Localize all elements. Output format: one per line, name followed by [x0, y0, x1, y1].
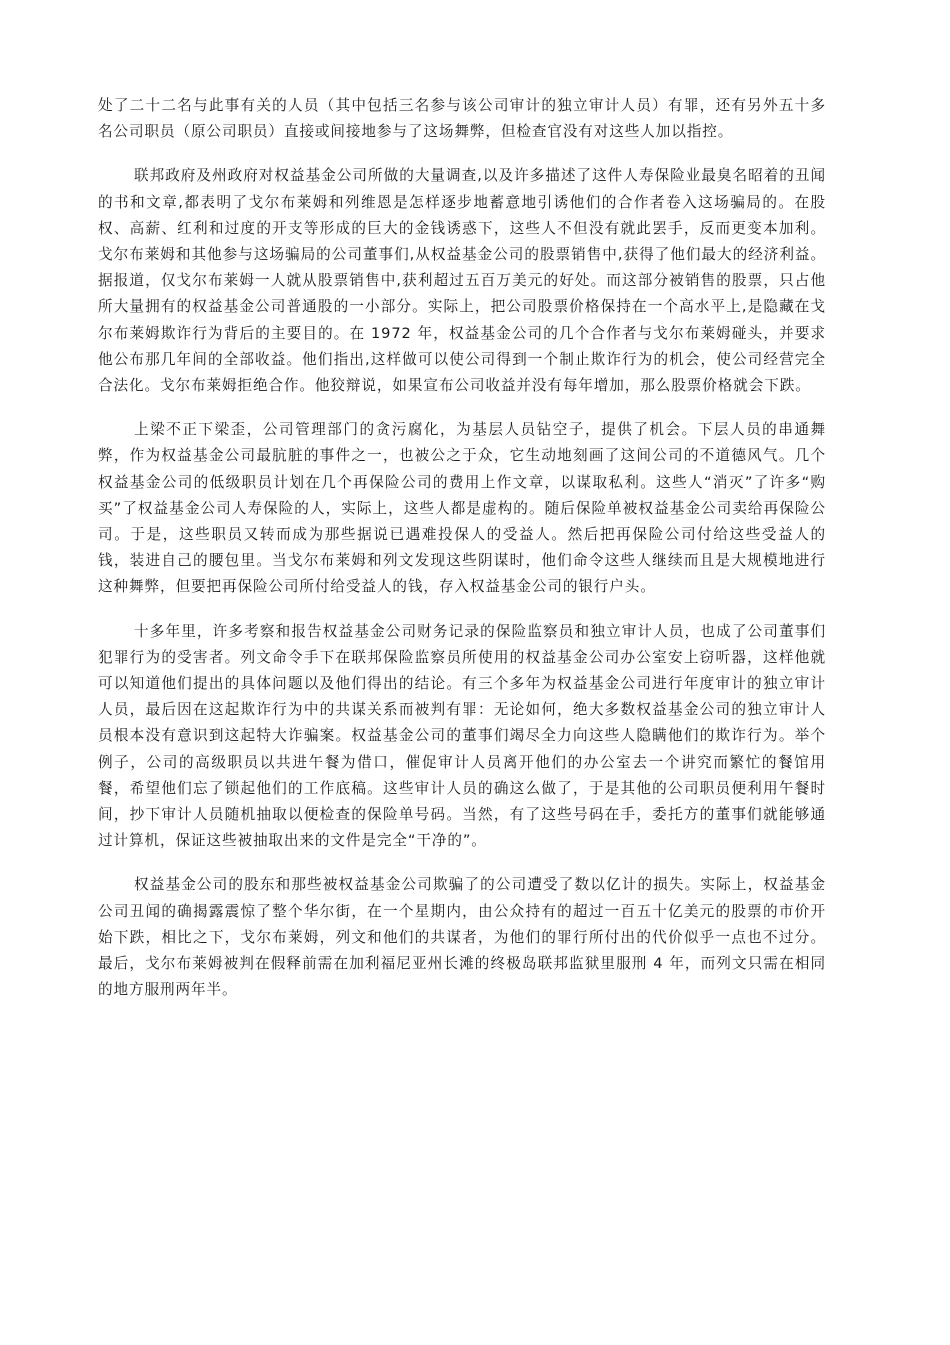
paragraph-5: 权益基金公司的股东和那些被权益基金公司欺骗了的公司遭受了数以亿计的损失。实际上，权益基金公司丑闻的确揭露震惊了整个华尔街，在一个星期内，由公众持有的超过一百五十亿美元的股票的市价开始下跌，相比之下，戈尔布莱姆，列文和他们的共谋者，为他们的罪行所付出的代价似乎一点也不过分。最后，戈尔布莱姆被判在假释前需在加利福尼亚州长滩的终极岛联邦监狱里服刑 4 年，而列文只需在相同的地方服刑两年半。 [98, 876, 826, 999]
document-page [98, 93, 826, 1004]
paragraph-3: 上梁不正下梁歪，公司管理部门的贪污腐化，为基层人员钻空子，提供了机会。下层人员的串通舞弊，作为权益基金公司最肮脏的事件之一，也被公之于众，它生动地刻画了这间公司的不道德风气。几个权益基金公司的低级职员计划在几个再保险公司的费用上作文章，以谋取私利。这些人“消灭”了许多“购买”了权益基金公司人寿保险的人，实际上，这些人都是虚构的。随后保险单被权益基金公司卖给再保险公司。于是，这些职员又转而成为那些据说已遇难投保人的受益人。然后把再保险公司付给这些受益人的钱，装进自己的腰包里。当戈尔布莱姆和列文发现这些阴谋时，他们命令这些人继续而且是大规模地进行这种舞弊，但要把再保险公司所付给受益人的钱，存入权益基金公司的银行户头。 [98, 421, 826, 596]
paragraph-1: 处了二十二名与此事有关的人员（其中包括三名参与该公司审计的独立审计人员）有罪，还有另外五十多名公司职员（原公司职员）直接或间接地参与了这场舞弊，但检查官没有对这些人加以指控。 [98, 97, 826, 141]
paragraph-2: 联邦政府及州政府对权益基金公司所做的大量调查,以及许多描述了这件人寿保险业最臭名昭着的丑闻的书和文章,都表明了戈尔布莱姆和列维恩是怎样逐步地蓄意地引诱他们的合作者卷入这场骗局的。在股权、高薪、红利和过度的开支等形成的巨大的金钱诱惑下，这些人不但没有就此罢手，反而更变本加利。戈尔布莱姆和其他参与这场骗局的公司董事们,从权益基金公司的股票销售中,获得了他们最大的经济利益。据报道，仅戈尔布莱姆一人就从股票销售中,获利超过五百万美元的好处。而这部分被销售的股票，只占他所大量拥有的权益基金公司普通股的一小部分。实际上，把公司股票价格保持在一个高水平上,是隐藏在戈尔布莱姆欺诈行为背后的主要目的。在 1972 年，权益基金公司的几个合作者与戈尔布莱姆碰头，并要求他公布那几年间的全部收益。他们指出,这样做可以使公司得到一个制止欺诈行为的机会，使公司经营完全合法化。戈尔布莱姆拒绝合作。他狡辩说，如果宣布公司收益并没有每年增加，那么股票价格就会下跌。 [98, 167, 826, 395]
paragraph-4: 十多年里，许多考察和报告权益基金公司财务记录的保险监察员和独立审计人员，也成了公司董事们犯罪行为的受害者。列文命令手下在联邦保险监察员所使用的权益基金公司办公室安上窃听器，这样他就可以知道他们提出的具体问题以及他们得出的结论。有三个多年为权益基金公司进行年度审计的独立审计人员，最后因在这起欺诈行为中的共谋关系而被判有罪：无论如何，绝大多数权益基金公司的独立审计人员根本没有意识到这起特大诈骗案。权益基金公司的董事们竭尽全力向这些人隐瞒他们的欺诈行为。举个例子，公司的高级职员以共进午餐为借口，催促审计人员离开他们的办公室去一个讲究而繁忙的餐馆用餐，希望他们忘了锁起他们的工作底稿。这些审计人员的确这么做了，于是其他的公司职员便利用午餐时间，抄下审计人员随机抽取以便检查的保险单号码。当然，有了这些号码在手，委托方的董事们就能够通过计算机，保证这些被抽取出来的文件是完全“干净的”。 [98, 622, 826, 850]
